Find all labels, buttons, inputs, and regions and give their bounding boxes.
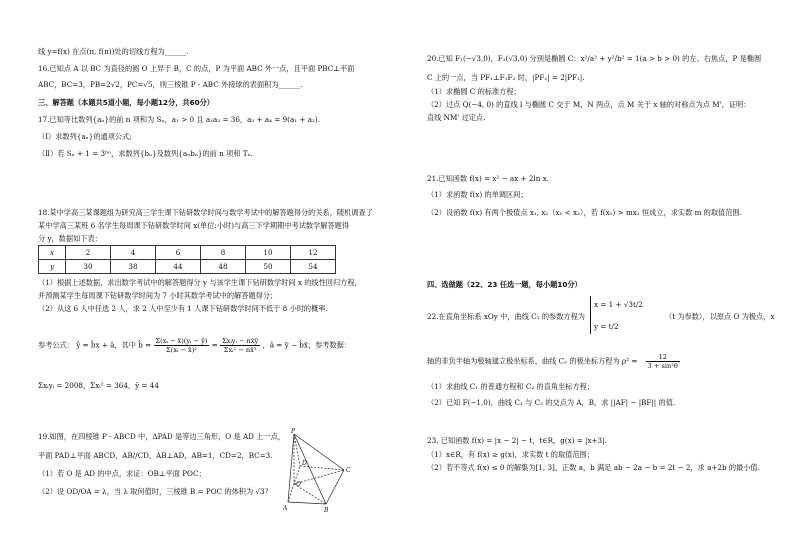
table-cell: 44 (156, 260, 201, 274)
q18-line2: 某中学高三某班 6 名学生每周课下钻研数学时间 x(单位:小时)与高三下学期期中考试数学解答题得 (38, 221, 350, 230)
table-cell: 54 (291, 260, 336, 274)
table-cell: y (39, 260, 66, 274)
q21-part1: （1）求函数 f(x) 的单调区间； (427, 190, 528, 199)
q18-line1: 18.某中学高三某课题组为研究高三学生课下钻研数学时间与数学考试中的解答题得分的关系，随机调查了 (38, 208, 373, 217)
table-cell: 10 (246, 246, 291, 260)
q22-lead: 22.在直角坐标系 xOy 中，曲线 C₁ 的参数方程为 (427, 312, 585, 321)
fraction-numerator: Σxᵢyᵢ − nx̄ȳ (222, 337, 259, 345)
formula-lead: ŷ = b̂x + â，其中 b̂ = (76, 340, 152, 350)
edge-ab (288, 502, 326, 504)
q18-part2: （2）从这 6 人中任选 2 人，求 2 人中至少有 1 人课下钻研数学时间不低于 8 小时的概率. (38, 304, 328, 313)
reference-data: Σxᵢyᵢ = 2008，Σxᵢ² = 364，ȳ = 44 (38, 381, 159, 390)
fraction-numerator: Σ(xᵢ − x̄)(yᵢ − ȳ) (155, 337, 208, 345)
q21-stem: 21.已知函数 f(x) = x² − ax + 2ln x. (427, 174, 549, 183)
table-cell: 48 (201, 260, 246, 274)
polar-fraction (646, 353, 680, 370)
q22-line2-text: 轴的非负半轴为极轴建立极坐标系，曲线 C₂ 的极坐标方程为 ρ² = (427, 356, 638, 366)
table-cell: 50 (246, 260, 291, 274)
table-cell: 12 (291, 246, 336, 260)
fraction-numerator: 12 (646, 353, 680, 362)
section-4-heading: 四、选做题（22、23 任选一题，每小题10分） (427, 280, 582, 289)
q22-tail: （t 为参数），以原点 O 为极点，x (665, 312, 775, 321)
section-3-heading: 三、解答题（本题共5道小题，每小题12分，共60分） (38, 98, 214, 107)
table-row (39, 260, 336, 274)
table-row (39, 246, 336, 260)
fraction-denominator: Σ(xᵢ − x̄)² (166, 346, 197, 354)
table-cell: 2 (66, 246, 111, 260)
pyramid-figure (280, 428, 360, 516)
fraction-1 (154, 337, 210, 354)
q19-part2: （2）设 OD/OA = λ，当 λ 取何值时，三棱锥 B = POC 的体积为 √3？ (38, 487, 272, 496)
table-cell: 38 (111, 260, 156, 274)
q22-part2: （2）已知 F(−1,0)，曲线 C₁ 与 C₂ 的交点为 A，B，求 ||AF| − |BF|| 的值. (427, 398, 676, 407)
formula-ahat: ，â = ȳ − b̂x̄；参考数据： (262, 340, 352, 350)
label-a: A (283, 505, 288, 512)
fraction-denominator: 3 + sin²θ (647, 362, 678, 370)
label-o: O (296, 481, 301, 488)
q21-part2: （2）设函数 f(x) 有两个极值点 x₁, x₂（x₁ < x₂），若 f(x₁) > mx₂ 恒成立，求实数 m 的取值范围. (427, 208, 742, 217)
q18-part1a: （1）根据上述数据，求出数学考试中的解答题得分 y 与该学生课下钻研数学时间 x 的线性回归方程， (38, 278, 362, 287)
q17-stem: 17.已知等比数列{aₙ}的前 n 项和为 Sₙ，a₁ > 0 且 a₁a₃ = 36，a₃ + a₄ = 9(a₁ + a₂). (38, 115, 320, 124)
q16-line1: 16.已知点 A 以 BC 为直径的圆 O 上异于 B，C 的点，P 为平面 ABC 外一点，且平面 PBC⊥平面 (38, 64, 355, 73)
q22-line2 (427, 353, 680, 370)
reference-formula: 参考公式： ŷ = b̂x + â，其中 b̂ = $\frac{\text{Σ(xᵢ − x̄)(yᵢ − ȳ)}}{\text{Σ(xᵢ − x̄)²}}$ = $\frac{\text{Σxᵢyᵢ − nx̄ȳ}}{\text{Σxᵢ² − nx̄²}}$ ，â = ȳ − b̂x̄；参考数据： (38, 337, 352, 354)
equation-brace (590, 296, 591, 334)
q22-eq-y: y = t/2 (594, 322, 619, 331)
edge-oc (294, 470, 344, 484)
q17-part1: （Ⅰ）求数列{aₙ}的通项公式; (38, 132, 132, 141)
edge-pb (294, 434, 326, 504)
q20-part1: （1）求椭圆 C 的标准方程； (427, 87, 521, 96)
label-c: C (346, 467, 351, 474)
q22-eq-x: x = 1 + √3t/2 (594, 300, 643, 309)
label-d: D (302, 460, 307, 467)
q23-part2: （2）若不等式 f(x) ≤ 0 的解集为[1, 3]，正数 a，b 满足 ab − 2a − b = 2t − 2，求 a+2b 的最小值. (427, 463, 760, 472)
right-column (397, 0, 794, 550)
edge-pa (288, 434, 294, 502)
q16-line2: ABC，BC=3，PB=2√2，PC=√5，则三棱锥 P - ABC 外接球的表面积为______. (38, 80, 303, 89)
q15-tail: 线 y=f(x) 在点(π, f(π))处的切线方程为______. (38, 47, 189, 56)
q18-line3: 分 y，数据如下表： (38, 234, 102, 243)
table-cell: x (39, 246, 66, 260)
q18-part1b: 并预测某学生每周课下钻研数学时间为 7 小时其数学考试中的解答题得分； (38, 291, 278, 300)
reference-label: 参考公式： (38, 340, 74, 350)
q19-line2: 平面 PAD⊥平面 ABCD，AB//CD，AB⊥AD，AB=1，CD=2，BC=3. (38, 451, 273, 460)
q19-part1: （1）若 O 是 AD 的中点，求证：OB⊥平面 POC； (38, 469, 206, 478)
q23-part1: （1）x∈R，有 f(x) ≥ g(x)，求实数 t 的取值范围； (427, 450, 594, 459)
fraction-denominator: Σxᵢ² − nx̄² (223, 346, 257, 354)
q22-part1: （1）求曲线 C₁ 的普通方程和 C₂ 的直角坐标方程； (427, 382, 595, 391)
q20-part2: （2）过点 Q(−4, 0) 的直线 l 与椭圆 C 交于 M，N 两点，点 M 关于 x 轴的对称点为点 M'，证明： (427, 100, 751, 109)
table-cell: 4 (111, 246, 156, 260)
q20-part2b: 直线 NM' 过定点. (427, 113, 486, 122)
data-table (38, 245, 336, 274)
edge-bc (326, 470, 344, 504)
fraction-2 (220, 337, 260, 354)
q19-line1: 19.如图，在四棱锥 P - ABCD 中，ΔPAD 是等边三角形，O 是 AD 上一点， (38, 432, 285, 441)
q17-part2: （Ⅱ）若 Sₙ + 1 = 3ᵇⁿ，求数列{bₙ}及数列{aₙbₙ}的前 n 项和 Tₙ. (38, 149, 253, 158)
table-cell: 30 (66, 260, 111, 274)
q23-stem: 23. 已知函数 f(x) = |x − 2| − t，t∈R，g(x) = |x+3|. (427, 436, 607, 445)
table-cell: 8 (201, 246, 246, 260)
label-p: P (291, 428, 296, 435)
label-b: B (324, 507, 329, 514)
edge-pd (294, 434, 300, 466)
table-cell: 6 (156, 246, 201, 260)
q20-line1: 20.已知 F₁(−√3,0)，F₂(√3,0) 分别是椭圆 C：x²/a² + y²/b² = 1(a > b > 0) 的左、右焦点，P 是椭圆 (427, 54, 762, 63)
q20-line2: C 上的一点，当 PF₁⊥F₁F₂ 时，|PF₂| = 2|PF₁|. (427, 73, 585, 82)
